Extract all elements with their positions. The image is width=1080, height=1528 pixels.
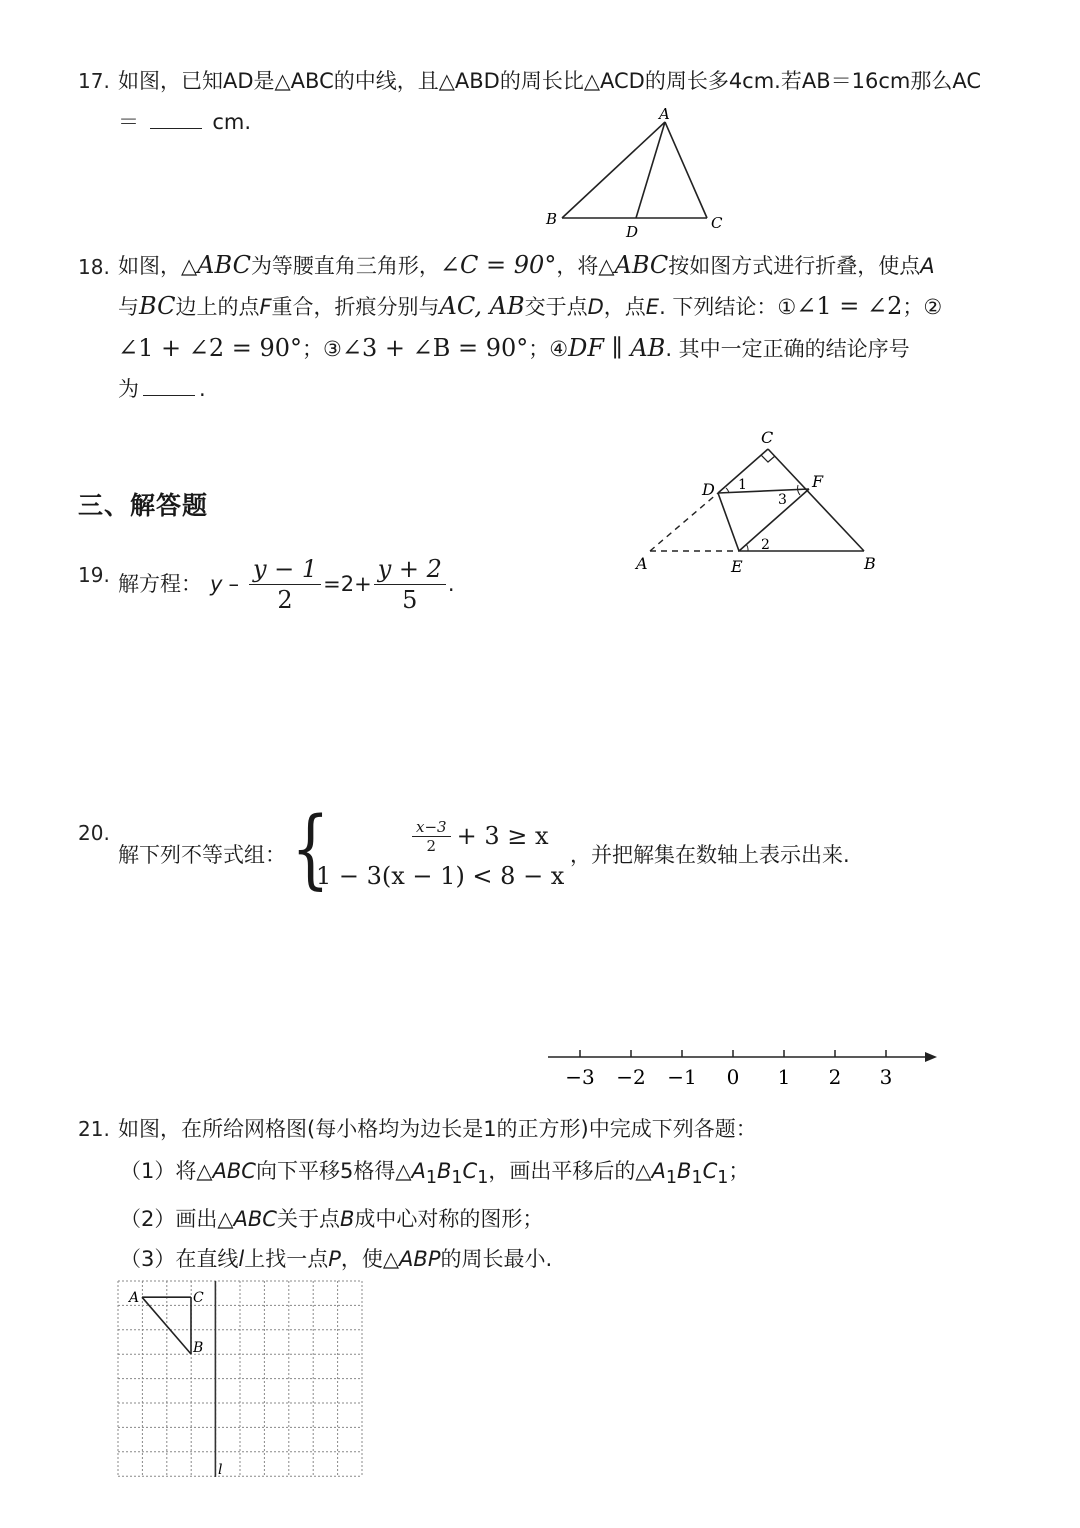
q21-fig-label-l: l <box>218 1462 223 1478</box>
q21-text: 关于点 <box>276 1207 340 1231</box>
q17-number: 17. <box>78 69 110 93</box>
q18-fig-label-a: A <box>636 554 648 573</box>
q20-fraction <box>412 818 451 855</box>
number-line-tick-label: −2 <box>616 1065 646 1089</box>
q20-number: 20. <box>78 821 110 845</box>
q20-inequality-1-rest: + 3 ≥ x <box>456 822 549 850</box>
q18-math-ac-ab: AC, AB <box>439 292 525 320</box>
q21-text: ； <box>728 1159 750 1183</box>
q21-fig-label-c: C <box>193 1290 204 1306</box>
q21-sub: 1 <box>691 1168 703 1189</box>
q19-equation <box>118 548 455 620</box>
q17-equals: ＝ <box>118 110 139 134</box>
q18-fold-figure <box>630 425 890 580</box>
q21-part3 <box>120 1244 552 1274</box>
q18-fig-label-d: D <box>702 480 715 499</box>
q21-a: A <box>651 1159 666 1183</box>
q19-mid: =2+ <box>323 572 372 596</box>
number-line-tick-label: 1 <box>777 1065 791 1089</box>
q21-abc: ABC <box>233 1207 277 1231</box>
q18-answer-blank[interactable] <box>143 377 195 396</box>
q18-text: ；③ <box>302 337 342 361</box>
q17-triangle-figure <box>540 104 740 244</box>
q18-line4 <box>118 374 206 404</box>
number-line-tick-label: 3 <box>879 1065 893 1089</box>
q18-fig-angle-1: 1 <box>738 477 747 493</box>
q21-sub: 1 <box>665 1168 678 1189</box>
q18-text: ；② <box>902 295 943 319</box>
q20-tail: ，并把解集在数轴上表示出来. <box>570 843 850 867</box>
q21-sub: 1 <box>425 1168 437 1189</box>
q18-text: 与 <box>118 295 139 319</box>
q18-fig-label-c: C <box>761 428 774 447</box>
q18-text: . 其中一定正确的结论序号 <box>665 337 910 361</box>
q18-point-e: E <box>645 295 660 319</box>
q20-label: 解下列不等式组： <box>118 843 286 867</box>
q21-grid-figure <box>115 1278 365 1483</box>
q21-p: P <box>328 1247 341 1271</box>
q19-fraction-1 <box>249 554 321 615</box>
q21-text: 的周长最小. <box>440 1247 553 1271</box>
q21-part1 <box>120 1156 749 1193</box>
q21-a: A <box>411 1159 426 1183</box>
number-line-tick-label: 2 <box>828 1065 842 1089</box>
q18-fig-angle-2: 2 <box>761 537 770 553</box>
q20-brace: { <box>291 799 330 899</box>
q17-text-line1: 如图，已知AD是△ABC的中线，且△ABD的周长比△ACD的周长多4cm.若AB＝16cm那么AC <box>118 69 982 93</box>
q18-math-abc: ABC <box>197 251 251 279</box>
q19-end: . <box>447 572 455 596</box>
number-line-tick-label: −1 <box>667 1065 697 1089</box>
q20-fraction-numerator: x−3 <box>416 817 447 836</box>
q18-text: 为等腰直角三角形， <box>250 254 440 278</box>
q17-label-b: B <box>546 210 558 228</box>
q21-sub: 1 <box>451 1168 463 1189</box>
q21-intro: 如图，在所给网格图(每小格均为边长是1的正方形)中完成下列各题： <box>118 1117 757 1141</box>
q20-inequality-1 <box>412 813 549 859</box>
q21-sub: 1 <box>717 1168 729 1189</box>
q17-label-d: D <box>626 223 639 241</box>
q21-b: B <box>677 1159 692 1183</box>
q17-text-line2 <box>118 107 251 137</box>
q19-fraction-2-numerator: y + 2 <box>377 554 442 583</box>
q21-b: B <box>436 1159 452 1183</box>
q20-fraction-denominator: 2 <box>426 836 437 855</box>
q18-math-bc: BC <box>139 292 176 320</box>
q21-l: l <box>238 1247 245 1271</box>
q21-text: ，画出平移后的△ <box>488 1159 652 1183</box>
section-title: 三、解答题 <box>78 491 209 520</box>
q18-line2 <box>118 291 942 322</box>
q17-unit: cm. <box>212 110 252 134</box>
q18-text: 边上的点 <box>175 295 260 319</box>
q18-fig-label-e: E <box>731 557 743 576</box>
q18-text: 如图，△ <box>118 254 198 278</box>
q21-b: B <box>339 1207 355 1231</box>
q17-answer-blank[interactable] <box>150 110 202 129</box>
q18-text: 为 <box>118 377 139 401</box>
q20-number-line <box>540 1040 945 1095</box>
q18-point-a: A <box>920 254 935 278</box>
q21-fig-label-b: B <box>193 1340 204 1356</box>
number-line-tick-label: −3 <box>565 1065 595 1089</box>
q21-abp: ABP <box>399 1247 441 1271</box>
q18-conclusion-1: ∠1 = ∠2 <box>796 292 903 320</box>
q18-text: ；④ <box>528 337 569 361</box>
q18-text: 交于点 <box>524 295 588 319</box>
number-line-tick-label: 0 <box>726 1065 740 1089</box>
q20-inequality-2: 1 − 3(x − 1) < 8 − x <box>316 862 565 890</box>
q21-text: （1）将△ <box>120 1159 213 1183</box>
q19-fraction-1-denominator: 2 <box>277 585 293 614</box>
q17-label-a: A <box>659 105 670 123</box>
q18-text: ，将△ <box>556 254 615 278</box>
q21-abc: ABC <box>212 1159 256 1183</box>
q18-conclusion-3: ∠3 + ∠B = 90° <box>341 334 529 362</box>
q18-line3 <box>118 333 910 364</box>
q18-text: ，点 <box>603 295 646 319</box>
q21-text: （3）在直线 <box>120 1247 239 1271</box>
q18-point-d: D <box>587 295 604 319</box>
q18-fig-label-b: B <box>864 554 876 573</box>
q18-text: 重合，折痕分别与 <box>271 295 440 319</box>
q18-conclusion-4: DF ∥ AB <box>568 334 666 362</box>
q19-label: 解方程： <box>118 572 202 596</box>
q18-point-f: F <box>259 295 272 319</box>
q19-fraction-1-numerator: y − 1 <box>252 554 318 583</box>
q21-part2 <box>120 1204 543 1234</box>
q21-c: C <box>702 1159 718 1183</box>
q21-number: 21. <box>78 1117 110 1141</box>
q21-text: （2）画出△ <box>120 1207 234 1231</box>
q21-text: 向下平移5格得△ <box>255 1159 412 1183</box>
q18-conclusion-2: ∠1 + ∠2 = 90° <box>118 334 303 362</box>
q19-number: 19. <box>78 563 110 587</box>
q18-number: 18. <box>78 255 110 279</box>
q19-minus: – <box>228 572 239 596</box>
q18-text: . 下列结论：① <box>659 295 797 319</box>
q21-sub: 1 <box>477 1168 489 1189</box>
q18-text: . <box>199 377 206 401</box>
q21-c: C <box>462 1159 478 1183</box>
q19-var-y: y <box>210 572 223 596</box>
q18-fig-label-f: F <box>812 472 824 491</box>
q18-fig-angle-3: 3 <box>778 492 787 508</box>
q21-text: 成中心对称的图形； <box>354 1207 544 1231</box>
q18-text: 按如图方式进行折叠，使点 <box>668 254 921 278</box>
q18-math-angle-c: ∠C = 90° <box>439 251 557 279</box>
q17-label-c: C <box>711 214 723 232</box>
q21-text: 上找一点 <box>244 1247 329 1271</box>
q19-fraction-2-denominator: 5 <box>402 585 418 614</box>
q21-text: ，使△ <box>340 1247 400 1271</box>
q19-fraction-2 <box>374 554 446 615</box>
q18-math-abc: ABC <box>614 251 669 279</box>
q21-fig-label-a: A <box>129 1290 140 1306</box>
q18-line1 <box>118 250 935 281</box>
